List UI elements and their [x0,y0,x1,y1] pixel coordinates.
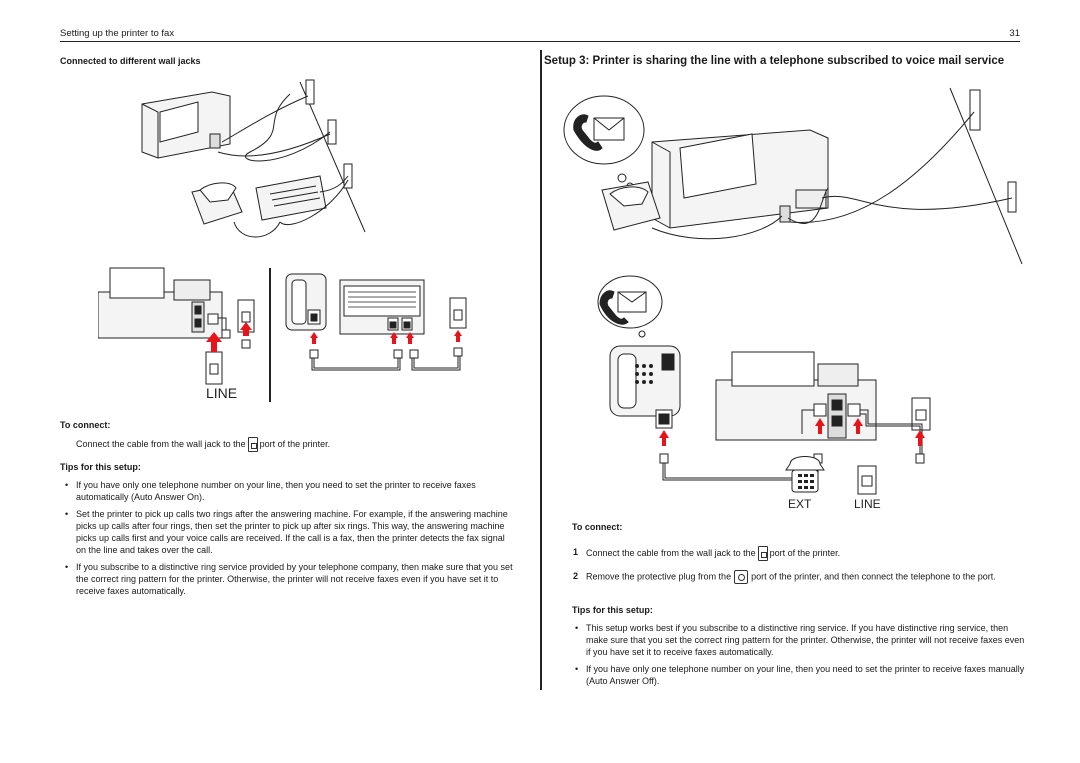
left-tip-1: • If you have only one telephone number on your line, then you need to set the printer to receive faxes automatically (Auto Answer On). [65,480,476,502]
left-tip-3: • If you subscribe to a distinctive ring service provided by your telephone company, then make sure that you set the correct ring pattern for the printer. Otherwise, the printer will not receive faxes even if you have set it to receive faxes automatically. [65,562,513,596]
left-tip-2: • Set the printer to pick up calls two rings after the answering machine. For example, if the answering machine picks up calls after four rings, then set the printer to pick up after six rings. This way, the answering machine picks up calls first and your voice calls are received. If the call is a fax, then the printer detects the fax signal on the line and takes over the call. [65,509,508,555]
left-printer-port-diagram [98,266,276,402]
left-connection-illustration [130,72,370,250]
page-number: 31 [1009,28,1020,39]
line-port-icon [248,437,258,452]
right-step-2: 2 Remove the protective plug from the port of the printer, and then connect the telephone to the port. [586,570,1026,584]
left-to-connect-text: Connect the cable from the wall jack to the port of the printer. [76,437,516,452]
phone-port-icon [734,570,748,584]
left-to-connect-heading: To connect: [60,420,111,430]
right-tip-2: • If you have only one telephone number on your line, then you need to set the printer to receive faxes manually (Auto Answer Off). [575,664,1025,686]
setup-3-title: Setup 3: Printer is sharing the line with a telephone subscribed to voice mail service [544,55,1005,67]
right-to-connect-heading: To connect: [572,522,623,532]
header-rule [60,41,1020,42]
line-label: LINE [854,497,881,511]
left-subheading: Connected to different wall jacks [60,56,201,66]
line-label: LINE [206,385,238,401]
right-voicemail-illustration [560,78,1030,268]
ext-label: EXT [788,497,812,511]
line-port-icon [758,546,768,561]
left-tips-heading: Tips for this setup: [60,462,141,472]
right-tip-1: • This setup works best if you subscribe to a distinctive ring service. If you have distinctive ring service, then make sure that you set the correct ring pattern for the printer. Otherwise, the printer will not receive faxes even if you have set it to receive faxes automatically. [575,623,1025,657]
right-step-1: 1 Connect the cable from the wall jack to the port of the printer. [586,546,1026,561]
running-header: Setting up the printer to fax [60,28,175,39]
left-answering-machine-diagram [282,270,472,374]
right-tips-heading: Tips for this setup: [572,605,653,615]
column-divider [540,50,542,690]
right-port-diagram [592,274,942,512]
